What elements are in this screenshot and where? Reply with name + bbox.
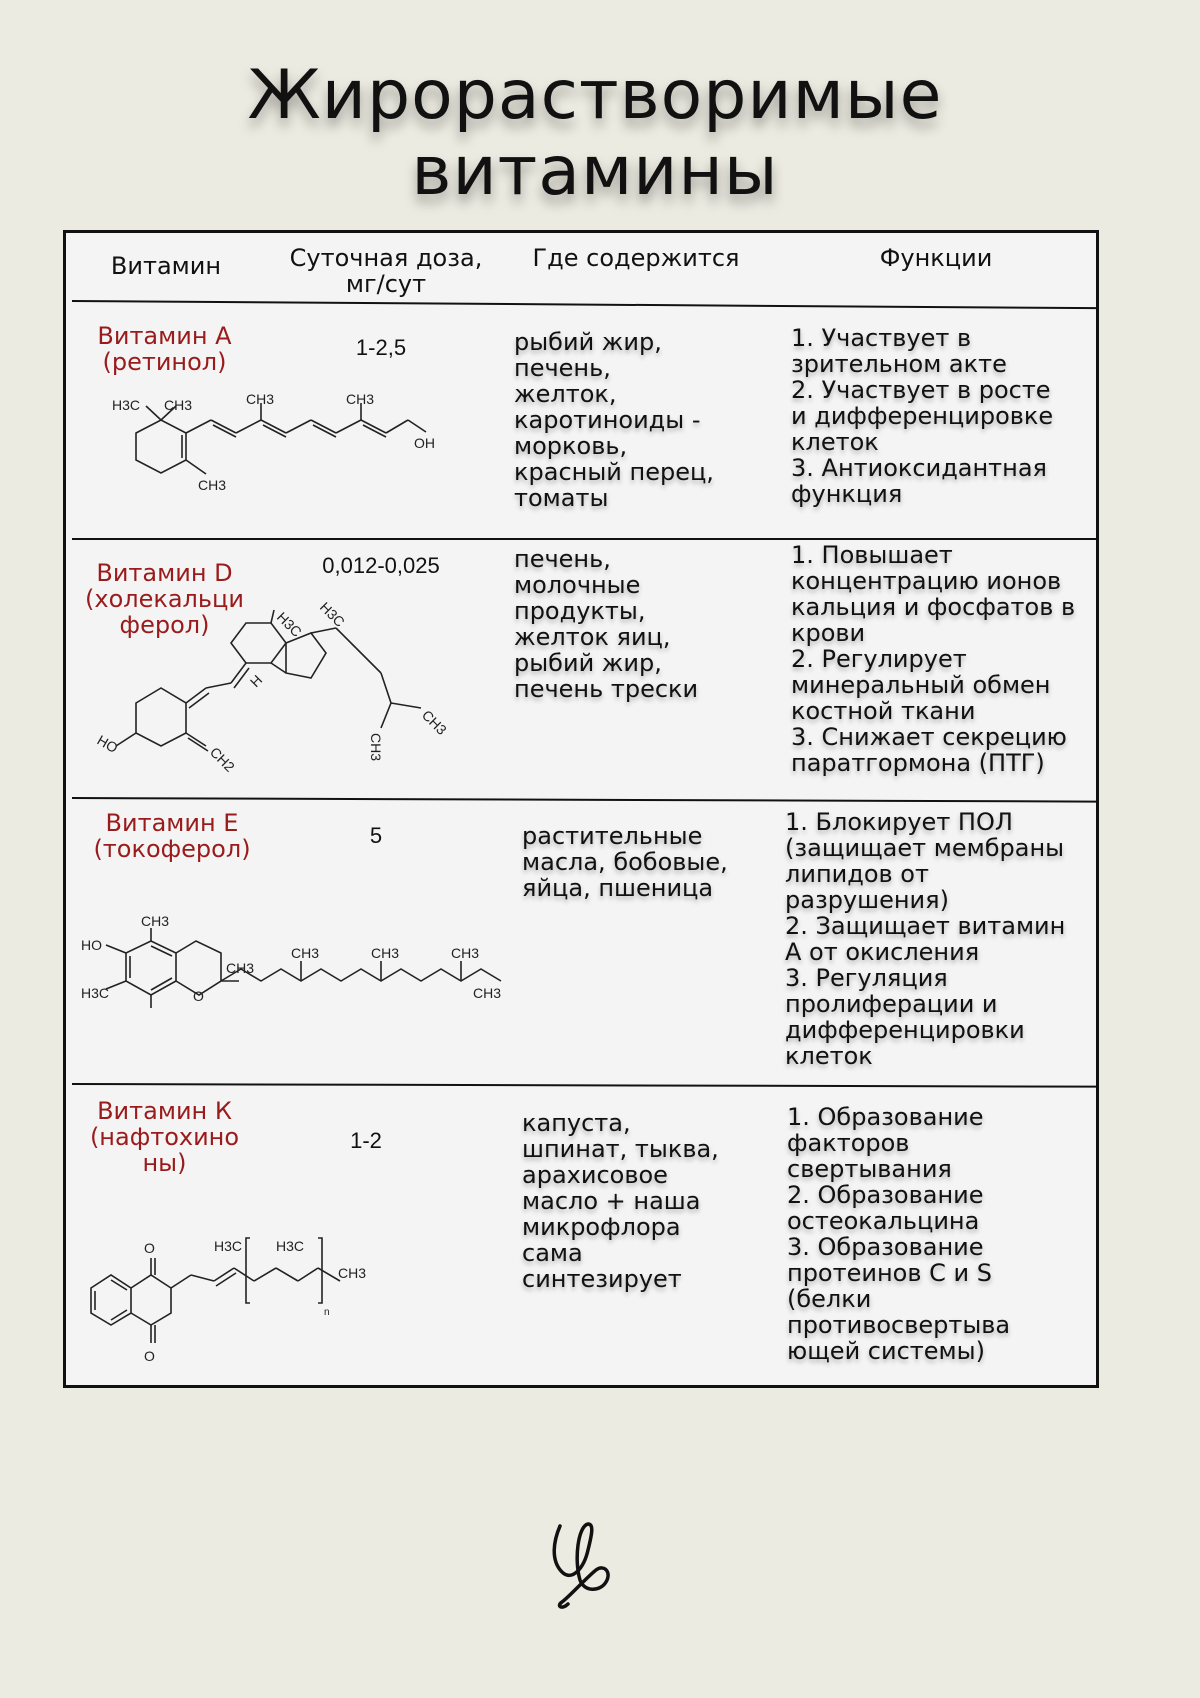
retinol-label: CH3 [164,397,193,413]
vitamin-e-functions: 1. Блокирует ПОЛ (защищает мембраны липидов от разрушения) 2. Защищает витамин А от окисления 3. Регуляция пролиферации и дифференцировки клеток [785,808,1066,1070]
vitamin-d-label: CH3 [418,706,451,738]
vitamin-e-label: O [193,988,204,1004]
vitamin-e-label: CH3 [451,945,480,961]
vitamin-a-functions: 1. Участвует в зрительном акте 2. Участвует в росте и дифференцировке клеток 3. Антиоксидантная функция [791,324,1054,508]
retinol-label: CH3 [346,391,375,407]
vitamin-d-label: CH2 [206,743,239,775]
header-dose: Суточная доза, мг/сут [289,244,483,298]
logo-icon [548,1520,628,1610]
header-vitamin: Витамин [110,252,222,280]
vitamin-d-label: H [246,671,266,691]
vitamin-k-source: капуста, шпинат, тыква, арахисовое масло + наша микрофлора сама синтезирует [522,1109,719,1293]
vitamin-d-name: Витамин D (холекальци ферол) [85,559,244,639]
vitamin-e-label: HO [81,937,102,953]
vitamin-a-name: Витамин А (ретинол) [97,322,232,376]
vitamin-k-label: CH3 [338,1265,367,1281]
retinol-label: CH3 [246,391,275,407]
header-functions: Функции [879,244,993,272]
vitamin-d-source: печень, молочные продукты, желток яиц, рыбий жир, печень трески [514,545,699,703]
vitamin-e-source: растительные масла, бобовые, яйца, пшеница [522,822,728,902]
naphthoquinone-structure-icon [86,1233,386,1363]
vitamin-e-label: H3C [81,985,110,1001]
vitamin-k-label: O [144,1240,155,1256]
row-separator [72,1083,1096,1088]
vitamin-e-label: CH3 [291,945,320,961]
vitamin-d-label: H3C [316,598,349,630]
cholecalciferol-structure-icon [91,598,471,788]
vitamin-e-dose: 5 [369,823,383,848]
vitamin-d-dose: 0,012-0,025 [322,553,440,578]
vitamin-e-label: CH3 [141,913,170,929]
vitamin-table [63,230,1099,1388]
header-separator [72,300,1096,309]
tocopherol-structure-icon [81,913,502,1033]
retinol-label: H3C [112,397,141,413]
vitamin-k-label: n [324,1307,330,1318]
page-title [0,58,1190,210]
row-separator [72,538,1096,540]
title-line-2: витамины [411,132,779,211]
retinol-structure-icon [86,391,435,508]
retinol-label: CH3 [198,477,227,493]
title-line-1: Жирорастворимые [247,56,943,135]
vitamin-k-name: Витамин К (нафтохино ны) [89,1097,240,1177]
vitamin-d-label: HO [94,731,121,757]
vitamin-d-label: H3C [273,608,306,640]
vitamin-e-label: CH3 [371,945,400,961]
vitamin-e-name: Витамин Е (токоферол) [93,809,251,863]
vitamin-k-label: H3C [214,1238,243,1254]
vitamin-k-label: O [144,1348,155,1364]
vitamin-d-functions: 1. Повышает концентрацию ионов кальция и фосфатов в крови 2. Регулирует минеральный обмен костной ткани 3. Снижает секрецию паратгормона (ПТГ) [791,541,1076,777]
vitamin-e-label: CH3 [473,985,502,1001]
vitamin-k-label: H3C [276,1238,305,1254]
vitamin-a-dose: 1-2,5 [355,335,407,360]
row-separator [72,797,1096,803]
retinol-label: OH [414,435,435,451]
vitamin-d-label: CH3 [368,733,384,762]
vitamin-k-dose: 1-2 [350,1128,382,1153]
vitamin-e-label: CH3 [226,960,255,976]
vitamin-a-source: рыбий жир, печень, желток, каротиноиды - морковь, красный перец, томаты [514,328,714,512]
header-source: Где содержится [532,244,740,272]
vitamin-k-functions: 1. Образование факторов свертывания 2. Образование остеокальцина 3. Образование протеинов С и S (белки противосвертыва ющей системы) [787,1103,1011,1365]
